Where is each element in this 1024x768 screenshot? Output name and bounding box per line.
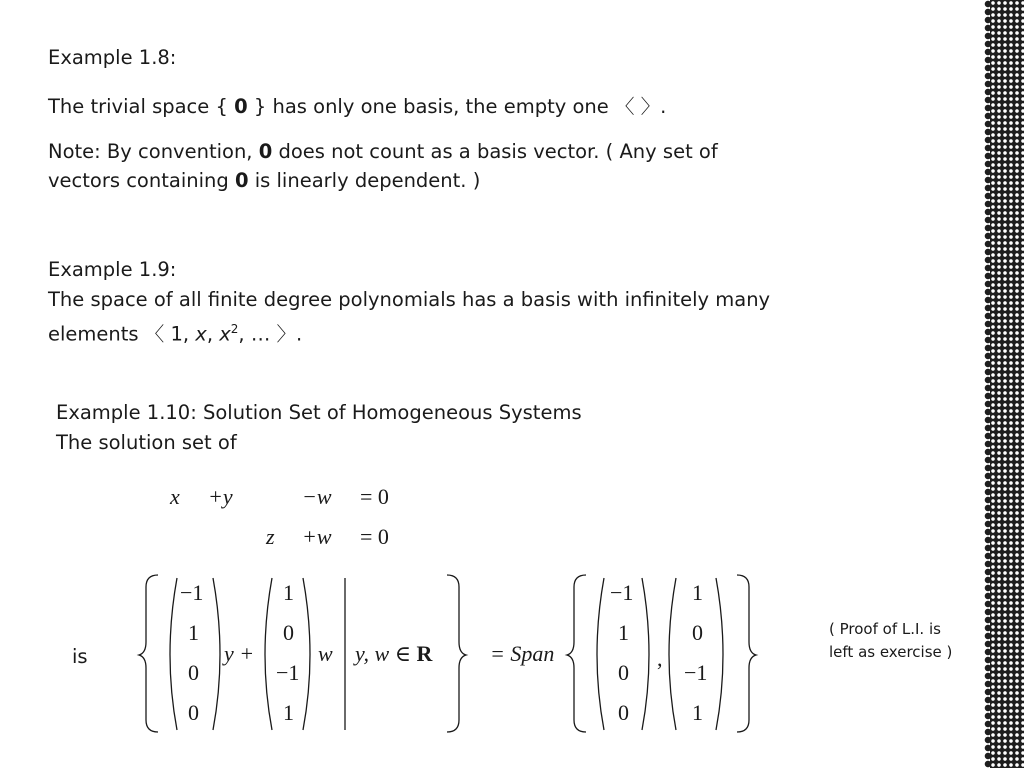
vec2-entry: −1 [276, 660, 300, 685]
span-vec2-right-paren [716, 578, 723, 730]
condition: y, w ∈ R [355, 641, 433, 666]
left-set-brace [139, 575, 158, 732]
span-vec1-right-paren [642, 578, 649, 730]
span-comma: , [657, 646, 663, 671]
example-1-9-heading: Example 1.9: [48, 258, 177, 281]
vec1-left-paren [170, 578, 177, 730]
span-vec1-entry: 1 [618, 620, 629, 645]
span-vec2-left-paren [669, 578, 676, 730]
vec1-right-paren [213, 578, 220, 730]
vec1-entry: 0 [188, 660, 199, 685]
span-vec2-entry: −1 [684, 660, 708, 685]
span-vec2-entry: 0 [692, 620, 703, 645]
torn-edge-border [990, 0, 1024, 768]
span-vec2-entry: 1 [692, 700, 703, 725]
side-note-line: ( Proof of L.I. is [829, 620, 941, 638]
eq1-plus-y: +y [208, 484, 233, 509]
span-right-brace [737, 575, 756, 732]
side-note [829, 618, 952, 664]
span-vec1-entry: 0 [618, 660, 629, 685]
vec2-entry: 0 [283, 620, 294, 645]
eq1-x: x [170, 484, 180, 509]
span-vec1-entry: 0 [618, 700, 629, 725]
coefficient-y: y + [224, 641, 255, 666]
vec1-entry: −1 [180, 580, 204, 605]
eq2-equals-zero: = 0 [360, 524, 389, 549]
example-1-9-statement: The space of all finite degree polynomials has a basis with infinitely many [48, 288, 771, 311]
span-vec2-entry: 1 [692, 580, 703, 605]
span-left-brace [567, 575, 586, 732]
vec2-entry: 1 [283, 700, 294, 725]
example-1-8-heading: Example 1.8: [48, 46, 177, 69]
right-set-brace [447, 575, 466, 732]
eq1-equals-zero: = 0 [360, 484, 389, 509]
eq2-z: z [266, 524, 275, 549]
vec1-entry: 1 [188, 620, 199, 645]
span-vec1-left-paren [597, 578, 604, 730]
example-1-8-statement: The trivial space { 0 } has only one basis, the empty one 〈 〉. [48, 95, 667, 118]
span-vec1-entry: −1 [610, 580, 634, 605]
coefficient-w: w [318, 641, 333, 666]
vec2-left-paren [265, 578, 272, 730]
example-1-10-intro: The solution set of [56, 431, 237, 454]
eq1-minus-w: −w [302, 484, 332, 509]
example-1-8-note: Note: By convention, 0 does not count as a basis vector. ( Any set of [48, 140, 718, 163]
example-1-10-heading: Example 1.10: Solution Set of Homogeneous Systems [56, 401, 582, 424]
vec2-right-paren [303, 578, 310, 730]
example-1-9-basis: elements 〈 1, x, $x^2$, … 〉. [48, 322, 303, 346]
side-note-line: left as exercise ) [829, 643, 953, 661]
span-equals: = Span [490, 641, 555, 666]
example-1-8-note-continued: vectors containing 0 is linearly dependent. ) [48, 169, 481, 192]
vec2-entry: 1 [283, 580, 294, 605]
is-label: is [72, 645, 88, 668]
eq2-plus-w: +w [302, 524, 332, 549]
vec1-entry: 0 [188, 700, 199, 725]
